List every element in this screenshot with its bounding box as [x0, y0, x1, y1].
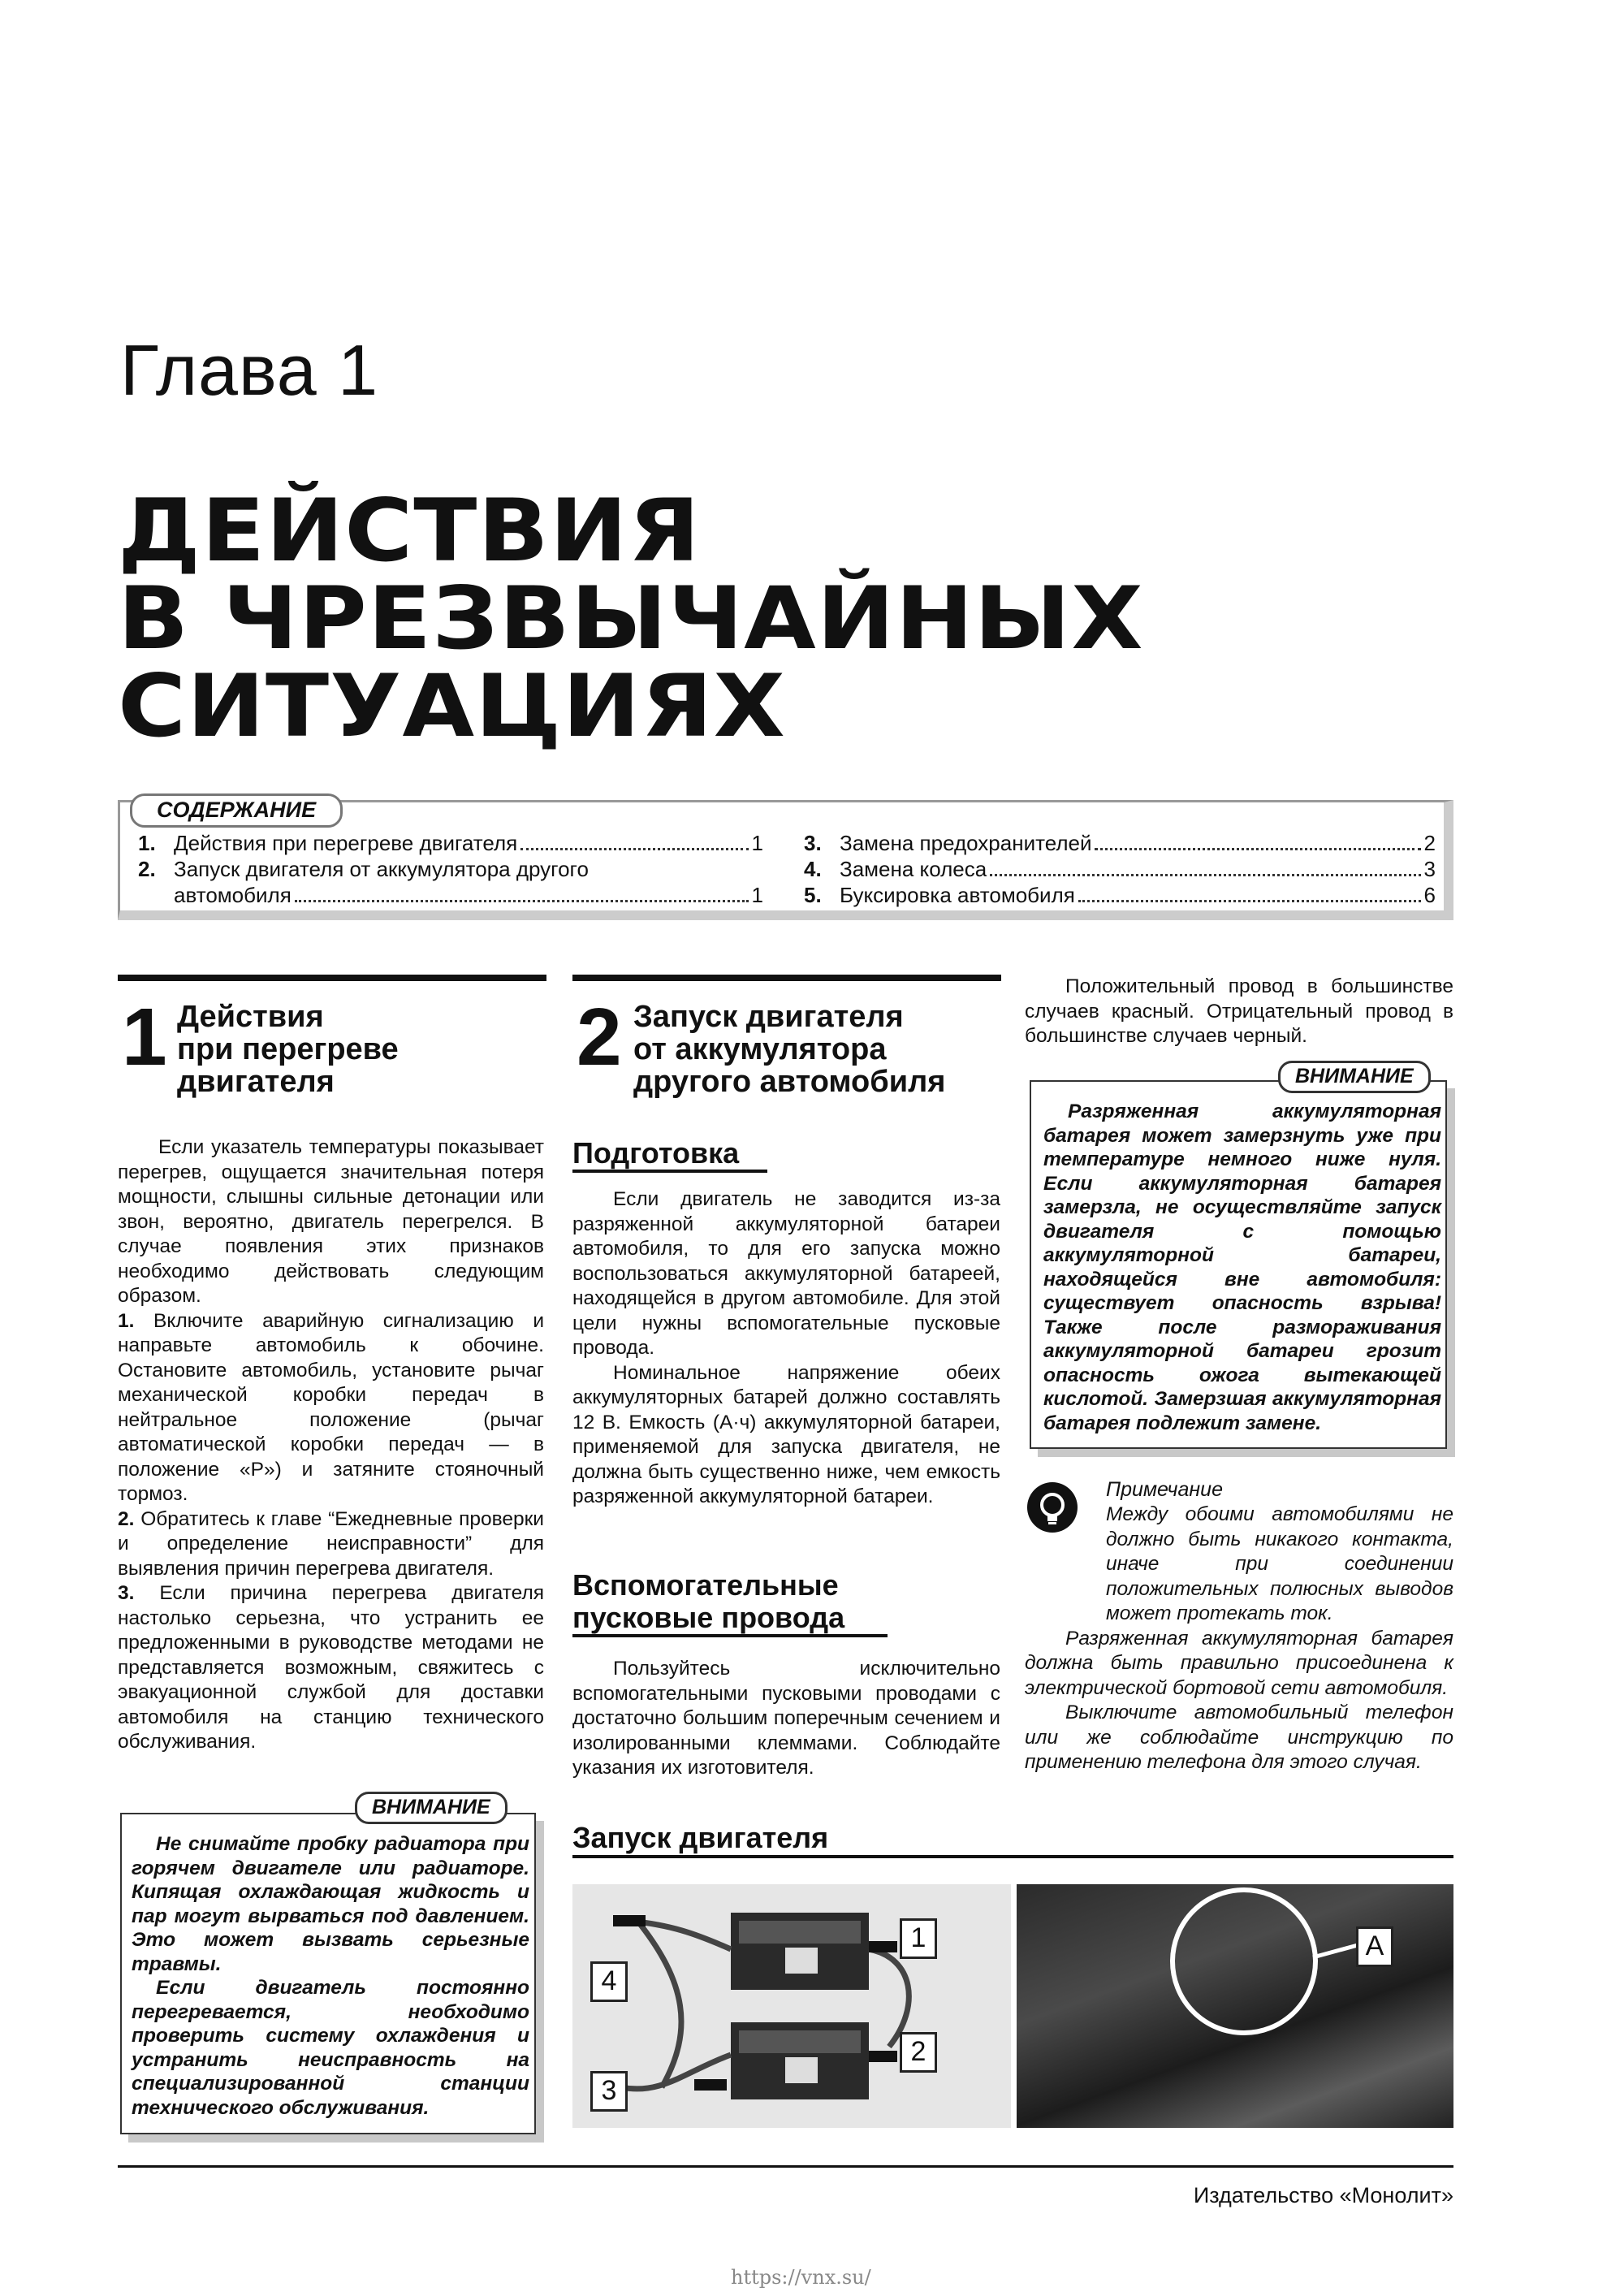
footer-rule	[118, 2165, 1453, 2168]
warning-text: Не снимайте пробку радиатора при горячем двигателе или радиаторе. Кипящая охлаждающая жидкость и пар могут вырваться под давлением. Это может вызвать серьезные травмы. Если двигатель постоянно перегревается, необходимо проверить систему охлаждения и устранить неисправность на специализированной станции технического обслуживания.	[132, 1833, 529, 2119]
subheading-cables: Вспомогательные пусковые провода	[572, 1569, 888, 1637]
toc-item[interactable]	[804, 882, 1436, 908]
section-2-title: Запуск двигателя от аккумулятора другого автомобиля	[633, 1000, 946, 1099]
section-1-step: 1. Включите аварийную сигнализацию и направьте автомобиль к обочине. Остановите автомобиль, установите рычаг механической коробки передач в нейтральное положение (рычаг автоматической коробки передач — в положение «P») и затяните стояночный тормоз.	[118, 1309, 545, 1505]
note-label: Примечание	[1106, 1478, 1223, 1501]
warning-tag: ВНИМАНИЕ	[355, 1792, 508, 1824]
toc-text: Запуск двигателя от аккумулятора другого	[174, 857, 589, 881]
toc-left	[138, 830, 763, 908]
toc-page: 1	[751, 831, 763, 855]
toc-number: 1.	[138, 831, 156, 855]
figure-label: 2	[900, 2032, 937, 2073]
toc-page: 3	[1423, 857, 1436, 881]
title-line: СИТУАЦИЯХ	[118, 656, 786, 756]
toc-page: 6	[1423, 883, 1436, 907]
toc-text: Замена колеса	[840, 857, 987, 881]
figure-label: 1	[900, 1918, 937, 1959]
section-1-step: 2. Обратитесь к главе “Ежедневные проверки и определение неисправности” для выявления причин перегрева двигателя.	[118, 1507, 544, 1580]
section-1-number: 1	[122, 992, 167, 1083]
toc-page: 1	[751, 883, 763, 907]
toc-right	[804, 830, 1436, 908]
note-text: Между обоими автомобилями не должно быть никакого контакта, иначе при соединении положительных полюсных выводов может протекать ток. Разряженная аккумуляторная батарея должна быть правильно присоединена к электрической бортовой сети автомобиля. Выключите автомобильный телефон или же соблюдайте инструкцию по применению телефона для этого случая.	[1025, 1503, 1453, 1773]
toc-item[interactable]	[138, 882, 763, 908]
section-2-cables-text: Пользуйтесь исключительно вспомогательными пусковыми проводами с достаточно большим поперечным сечением и изолированными клеммами. Соблюдайте указания их изготовителя.	[572, 1658, 1000, 1779]
toc-item[interactable]	[804, 830, 1436, 856]
toc-number: 2.	[138, 857, 156, 881]
section-2-rule	[572, 975, 1001, 981]
title-line: В ЧРЕЗВЫЧАЙНЫХ	[118, 569, 1144, 668]
toc-number: 3.	[804, 831, 822, 855]
toc-item[interactable]	[138, 856, 763, 882]
toc-tag: СОДЕРЖАНИЕ	[130, 793, 343, 828]
toc-item[interactable]	[138, 830, 763, 856]
figure-label: 3	[590, 2071, 628, 2112]
section-2-body: Если двигатель не заводится из-за разряженной аккумуляторной батареи автомобиля, то для его запуска можно воспользоваться аккумуляторной батареей, находящейся в другом автомобиле. Для этой цели нужны вспомогательные пусковые провода. Номинальное напряжение обеих аккумуляторных батарей должно составлять 12 В. Емкость (А·ч) аккумуляторной батареи, применяемой для запуска двигателя, не должна быть существенно ниже, чем емкость разряженной аккумуляторной батареи.	[572, 1188, 1000, 1507]
chapter-label: Глава 1	[120, 330, 379, 410]
jump-start-svg	[572, 1884, 1011, 2128]
section-1-rule	[118, 975, 546, 981]
subheading-preparation: Подготовка	[572, 1137, 767, 1173]
toc-number: 4.	[804, 857, 822, 881]
watermark-url[interactable]: https://vnx.su/	[731, 2266, 871, 2289]
toc-text: Буксировка автомобиля	[840, 883, 1075, 907]
warning-tag: ВНИМАНИЕ	[1278, 1061, 1431, 1093]
toc-page: 2	[1423, 831, 1436, 855]
figure-label: 4	[590, 1961, 628, 2002]
photo-label: A	[1356, 1926, 1393, 1967]
jump-start-diagram	[572, 1884, 1011, 2128]
toc-item[interactable]	[804, 856, 1436, 882]
toc-text: Действия при перегреве двигателя	[174, 831, 518, 855]
section-1-intro: Если указатель температуры показывает перегрев, ощущается значительная потеря мощности, слышны сильные детонации или звон, вероятно, двигатель перегрелся. В случае появления этих признаков необходимо действовать следующим образом.	[118, 1136, 544, 1307]
engine-bay-photo	[1017, 1884, 1453, 2128]
warning-text: Разряженная аккумуляторная батарея может замерзнуть уже при температуре немного ниже нуля. Если аккумуляторная батарея замерзла, не осуществляйте запуск двигателя с помощью аккумуляторной батареи, находящейся вне автомобиля: существует опасность взрыва! Также после размораживания аккумуляторной батареи грозит опасность ожога вытекающей кислотой. Замерзшая аккумуляторная батарея подлежит замене.	[1043, 1100, 1441, 1434]
publisher: Издательство «Монолит»	[1193, 2183, 1453, 2207]
column-3-intro: Положительный провод в большинстве случаев красный. Отрицательный провод в большинстве случаев черный.	[1025, 975, 1453, 1047]
toc-number: 5.	[804, 883, 822, 907]
section-1-body	[118, 1135, 544, 1755]
title-line: ДЕЙСТВИЯ	[118, 481, 701, 581]
toc-text: Замена предохранителей	[840, 831, 1092, 855]
chapter-title	[118, 481, 1144, 756]
section-1-title: Действия при перегреве двигателя	[177, 1000, 399, 1099]
section-2-number: 2	[577, 992, 622, 1083]
figure-title: Запуск двигателя	[572, 1821, 1453, 1858]
toc-text: автомобиля	[174, 883, 292, 907]
section-1-step: 3. Если причина перегрева двигателя настолько серьезна, что устранить ее предложенными в руководстве методами не представляется возможным, свяжитесь с эвакуационной службой для доставки автомобиля на станцию технического обслуживания.	[118, 1582, 545, 1753]
